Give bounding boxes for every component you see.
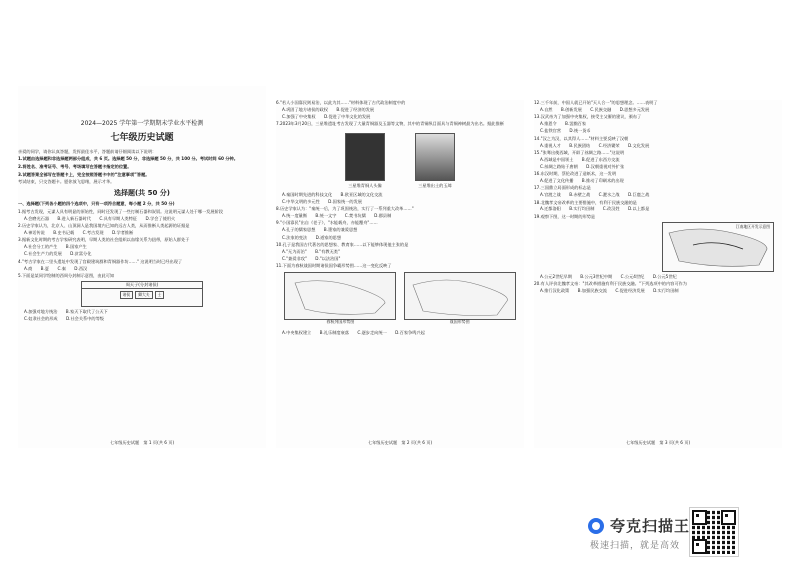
question-7: 7.2023年3月20日，三星堆遗址考古发现了大量青铜器及玉器等文物，其中的青铜纵目面具与青铜神树最为出名。据此推断 (276, 121, 504, 127)
exam-page-2 (276, 100, 524, 448)
question-15-options-a: A.西域是中国领土 B.促进了东西方交流 (540, 156, 620, 162)
spring-autumn-map (284, 272, 396, 325)
scanner-slogan: 极速扫描，就是高效 (590, 541, 681, 551)
region-map (662, 222, 774, 272)
question-7-options-b: C.中华文明的多元性 D.国家统一的发展 (282, 198, 362, 204)
question-11: 11.下面为春秋战国时期诸侯国争霸形势图……这一变化反映了 (276, 263, 392, 269)
exam-term: 2024—2025 学年第一学期期末学业水平检测 (80, 120, 204, 127)
question-1-options: A.会磨光石器 B.进入新石器时代 C.具有早期人类特征 D.学会了使用火 (24, 215, 176, 221)
section-title: 选择题(共 50 分) (113, 189, 170, 198)
question-12: 12.三千年前，中国人就已开始"天人合一"的思想理念。……表明了 (534, 100, 658, 105)
notice-2: 2.将姓名、准考证号、考号、考场填写在答题卡指定的位置。 (18, 163, 132, 169)
question-2-options: A.神话传说 B.史书记载 C.考古发现 D.学者推断 (24, 230, 134, 235)
jade-image (415, 133, 455, 181)
question-9-options-b: C.法家的变法 D.道家的思想 (282, 234, 342, 240)
question-8-options: A.统一度量衡 B.统一文字 C.焚书坑儒 D.郡县制 (282, 213, 392, 219)
question-14: 14."汉之为汉，以其得人……"材料主要反映了汉朝 (534, 135, 629, 141)
question-12-options: A.自然 B.创新发展 C.民族交融 D.思想多元发展 (540, 106, 650, 112)
question-20: 20.有人评价北魏孝文帝："其改革措施有利于民族交融。"下列选项中的内容可作为 (534, 281, 687, 287)
question-3-options-a: A.社会分工的产生 B.国家产生 (24, 244, 87, 250)
warring-states-map (404, 272, 516, 325)
scanner-logo-icon (588, 518, 604, 534)
question-8: 8.历史学家认为："秦统一后，为了巩固统治，实行了一系列重大改革……" (276, 206, 414, 212)
question-20-options: A.推行汉化政策 B.加强民族交流 C.促进经济发展 D.实行均田制 (540, 288, 679, 294)
qr-finder-icon (692, 539, 707, 554)
scanner-brand (588, 515, 690, 536)
exam-title: 七年级历史试题 (110, 132, 174, 143)
notice-intro: 亲爱的同学，请你认真答题，发挥最佳水平，答题前请仔细阅读以下说明： (18, 148, 157, 154)
exam-page-3 (534, 100, 782, 448)
diagram-node: 卿大夫 (135, 291, 152, 299)
exam-page-1 (18, 86, 266, 448)
feudal-system-diagram (81, 281, 203, 307)
notice-4: 考试结束，只交答题卡。愿你放飞思绪，展示才华。 (18, 179, 115, 185)
question-16-options: A.促进了文化传播 B.推动了印刷术的出现 (540, 178, 624, 184)
qr-code-icon[interactable] (690, 508, 738, 556)
qr-finder-icon (692, 510, 707, 525)
qr-finder-icon (721, 510, 736, 525)
question-18: 18.北魏孝文帝改革的主要措施中，有利于民族交融的是 (534, 199, 637, 205)
diagram-node: 士 (155, 291, 165, 299)
question-11-options: A.中央集权建立 B.礼乐制度衰落 C.逐步走向统一 D.百家争鸣兴起 (282, 330, 425, 336)
page-footer: 七年级历史试题 第 1 页(共 6 页) (109, 439, 175, 445)
question-18-options: A.迁都洛阳 B.实行均田制 C.改汉姓 D.以上都是 (540, 206, 650, 212)
question-13: 13.汉武帝为了加强中央集权，接受主父偃的建议，颁布了 (534, 114, 642, 120)
diagram-node: 诸侯 (120, 291, 134, 299)
map-outline-icon (405, 273, 515, 319)
map-caption: 战国形势图 (449, 319, 470, 325)
map-figures (276, 270, 524, 325)
question-4-options: A.商 B.夏 C.秦 D.西汉 (24, 265, 88, 271)
question-7-options-a: A.秦国时期先进的科技文化 B.欧亚区域的文化交流 (282, 191, 383, 197)
map-outline-icon (663, 223, 773, 271)
question-3: 3.据新文化时期的考古学家研究表明，早期人类的社会组织以血缘关系为纽带，原始人群处于 (18, 237, 190, 243)
diagram-top-node: 周天子(分封诸侯) (82, 282, 202, 289)
question-1: 1.据考古发现，元谋人具有明显的原始性，同时还发现了一些打制石器和炭屑。这说明元谋人处于哪一发展阶段 (18, 208, 223, 214)
diagram-nodes (82, 291, 202, 299)
jade-figure (415, 131, 455, 189)
map-caption: 春秋列国形势图 (326, 319, 355, 325)
question-6-options-b: C.加强了中央集权 D.促进了中华文化的发展 (282, 114, 371, 120)
question-17-options: A.官渡之战 B.赤壁之战 C.淝水之战 D.巨鹿之战 (540, 192, 650, 198)
map-outline-icon (285, 273, 395, 319)
question-13-options-b: C.盐铁官营 D.统一货币 (540, 128, 591, 134)
question-10-options-a: A."无为而治" B."有教无类" (282, 248, 340, 254)
question-9: 9."小国寡民"出自《老子》，"水能载舟，亦能覆舟"…… (276, 220, 378, 226)
question-5-options-a: A.加强对地方统治 B.家天下取代了公天下 (24, 309, 108, 314)
notice-3: 3.试题答案全部写在答题卡上，完全按照答题卡中的“注意事项”答题。 (18, 171, 150, 177)
question-13-options-a: A.推恩令 B.罢黜百家 (540, 121, 587, 127)
question-15-options-b: C.丝绸之路始于唐朝 D.汉朝重视对外扩张 (540, 163, 625, 169)
question-5-options-b: C.奴隶社会的形成 D.社会关系中的等级 (24, 316, 104, 322)
question-10: 10.孔子是我国古代著名的思想家、教育家……以下能够体现他主张的是 (276, 241, 409, 247)
question-17: 17.三国鼎立局面形成的标志是 (534, 185, 591, 191)
question-16: 16.东汉时期，蔡伦改进了造纸术，这一发明 (534, 171, 617, 177)
question-19: 19.观察下图，这一时期的形势是 (534, 213, 596, 219)
scanner-brand-name: 夸克扫描王 (610, 517, 691, 535)
page-footer: 七年级历史试题 第 3 页(共 6 页) (625, 439, 691, 445)
question-5: 5.下面是某同学绘制的西周分封制示意图，由此可知 (18, 272, 115, 278)
section-instructions: 一、选择题(下列各小题的四个选项中，只有一项符合题意，每小题 2 分，共 50 分) (18, 201, 175, 207)
question-10-options-b: C."兼爱非攻" D."以法治国" (282, 256, 341, 261)
question-14-options: A.重视人才 B.民族团结 C.经济繁荣 D.文化发展 (540, 142, 650, 148)
question-19-options: A.公元2世纪早期 B.公元3世纪中期 C.公元4世纪 D.公元5世纪 (540, 273, 677, 279)
bronze-head-image (345, 133, 385, 181)
question-6: 6."若人小国寡民则易治，以此为其……"材料体现了古代政治制度中的 (276, 100, 406, 105)
question-2: 2.历史学家认为，北京人、山顶洞人是我国境内已知的远古人类，从而推断人类起源的证据是 (18, 223, 190, 229)
question-3-options-b: C.社会生产力的发展 D.贫富分化 (24, 251, 92, 257)
question-4: 4."考古学家在二里头遗址中发现了宫殿建筑群和青铜器作坊……" 这说明当时已经出现了 (18, 258, 183, 264)
question-15: 15."张骞出使西域，开辟了丝绸之路……"这说明 (534, 149, 625, 155)
figure-caption: 三星堆出土的玉璋 (418, 182, 452, 188)
question-6-options-a: A.巩固了地方诸侯的政权 B.促进了经济的发展 (282, 106, 375, 112)
map-label: 江南地区开发示意图 (735, 223, 770, 229)
figure-caption: 三星堆青铜人头像 (348, 182, 382, 188)
bronze-head-figure (345, 131, 385, 189)
page-footer: 七年级历史试题 第 2 页(共 6 页) (367, 439, 433, 445)
question-9-options-a: A.孔子的儒家思想 B.墨家的兼爱思想 (282, 227, 358, 233)
artifact-figures (276, 131, 524, 189)
notice-1: 1.试题由选择题和非选择题两部分组成，共 6 页。选择题 50 分，非选择题 50 分，共 100 分。考试时间 60 分钟。 (18, 156, 238, 162)
